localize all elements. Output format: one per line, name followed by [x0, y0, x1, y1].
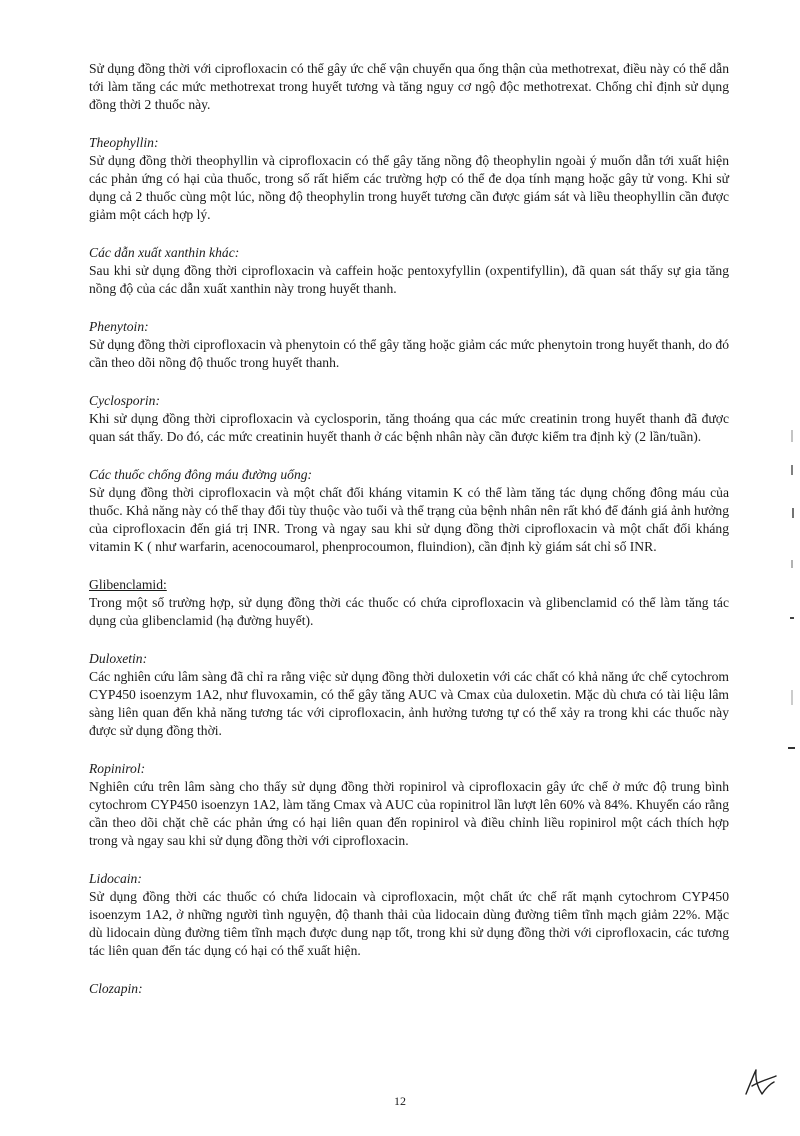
- section-body: Sử dụng đồng thời ciprofloxacin và một chất đối kháng vitamin K có thể làm tăng tác dụng chống đông máu của thuốc. Khả năng này có thể thay đổi tùy thuộc vào tuổi và thể trạng của bệnh nhân nên rất khó để đánh giá ảnh hưởng của ciprofloxacin đến giá trị INR. Trong và ngay sau khi sử dụng đồng thời ciprofloxacin và một chất đối kháng vitamin K ( như warfarin, acenocoumarol, phenprocoumon, fluindion), cần định kỳ giám sát chỉ số INR.: [89, 485, 729, 554]
- section-heading: Cyclosporin:: [89, 393, 160, 408]
- section-duloxetin: [89, 650, 729, 740]
- section-heading: Ropinirol:: [89, 761, 146, 776]
- section-heading: Các thuốc chống đông máu đường uống:: [89, 467, 313, 482]
- section-heading: Duloxetin:: [89, 651, 148, 666]
- section-theophyllin: [89, 134, 729, 224]
- section-anticoagulants: [89, 466, 729, 556]
- section-heading: Lidocain:: [89, 871, 142, 886]
- section-clozapin: [89, 980, 729, 998]
- intro-paragraph: Sử dụng đồng thời với ciprofloxacin có thể gây ức chế vận chuyển qua ống thận của methotrexat, điều này có thể dẫn tới làm tăng các mức methotrexat trong huyết tương và tăng nguy cơ ngộ độc methotrexat. Chống chỉ định sử dụng đồng thời 2 thuốc này.: [89, 61, 729, 112]
- section-body: Sử dụng đồng thời theophyllin và ciprofloxacin có thể gây tăng nồng độ theophylin ngoài ý muốn dẫn tới xuất hiện các phản ứng có hại của thuốc, trong số rất hiếm các trường hợp có thể đe dọa tính mạng hoặc gây tử vong. Khi sử dụng cả 2 thuốc cùng một lúc, nồng độ theophylin trong huyết tương cần được giám sát và liều theophyllin cần được giảm một cách hợp lý.: [89, 153, 729, 222]
- section-body: Sau khi sử dụng đồng thời ciprofloxacin và caffein hoặc pentoxyfyllin (oxpentifyllin), đã quan sát thấy sự gia tăng nồng độ của các dẫn xuất xanthin này trong huyết thanh.: [89, 263, 729, 296]
- section-ropinirol: [89, 760, 729, 850]
- section-heading: Glibenclamid:: [89, 577, 167, 592]
- section-body: Sử dụng đồng thời ciprofloxacin và phenytoin có thể gây tăng hoặc giảm các mức phenytoin trong huyết thanh, do đó cần theo dõi nồng độ thuốc trong huyết thanh.: [89, 337, 729, 370]
- section-body: Trong một số trường hợp, sử dụng đồng thời các thuốc có chứa ciprofloxacin và glibenclamid có thể làm tăng tác dụng của glibenclamid (hạ đường huyết).: [89, 595, 729, 628]
- section-phenytoin: [89, 318, 729, 372]
- section-body: Khi sử dụng đồng thời ciprofloxacin và cyclosporin, tăng thoáng qua các mức creatinin trong huyết thanh đã được quan sát thấy. Do đó, các mức creatinin huyết thanh ở các bệnh nhân này cần được kiểm tra định kỳ (2 lần/tuần).: [89, 411, 729, 444]
- document-body: [89, 60, 729, 1018]
- section-glibenclamid: [89, 576, 729, 630]
- section-body: Các nghiên cứu lâm sàng đã chỉ ra rằng việc sử dụng đồng thời duloxetin với các chất có khả năng ức chế cytochrom CYP450 isoenzym 1A2, như fluvoxamin, có thể gây tăng AUC và Cmax của duloxetin. Mặc dù chưa có tài liệu lâm sàng liên quan đến khả năng tương tác với ciprofloxacin, ảnh hưởng tương tự có thể xảy ra trong khi các thuốc này được sử dụng đồng thời.: [89, 669, 729, 738]
- section-xanthin: [89, 244, 729, 298]
- signature-mark: [740, 1066, 780, 1100]
- section-heading: Theophyllin:: [89, 135, 159, 150]
- section-heading: Clozapin:: [89, 981, 143, 996]
- page-number: 12: [394, 1094, 406, 1108]
- section-body: Nghiên cứu trên lâm sàng cho thấy sử dụng đồng thời ropinirol và ciprofloxacin gây ức chế ở mức độ trung bình cytochrom CYP450 isoenzyn 1A2, làm tăng Cmax và AUC của ropinitrol lần lượt lên 60% và 84%. Khuyến cáo rằng cần theo dõi chặt chẽ các phản ứng có hại liên quan đến ropinirol và điều chỉnh liều ropinirol một cách thích hợp trong và ngay sau khi sử dụng đồng thời với ciprofloxacin.: [89, 779, 729, 848]
- section-lidocain: [89, 870, 729, 960]
- section-cyclosporin: [89, 392, 729, 446]
- section-body: Sử dụng đồng thời các thuốc có chứa lidocain và ciprofloxacin, một chất ức chế rất mạnh cytochrom CYP450 isoenzym 1A2, ở những người tình nguyện, độ thanh thải của lidocain dùng đường tiêm tĩnh mạch giảm 22%. Mặc dù lidocain dùng đường tiêm tĩnh mạch được dung nạp tốt, trong khi sử dụng đồng thời với ciprofloxacin, các tương tác liên quan đến tác dụng có hại có thể xuất hiện.: [89, 889, 729, 958]
- margin-scan-marks: [780, 420, 800, 760]
- section-heading: Các dẫn xuất xanthin khác:: [89, 245, 240, 260]
- section-heading: Phenytoin:: [89, 319, 149, 334]
